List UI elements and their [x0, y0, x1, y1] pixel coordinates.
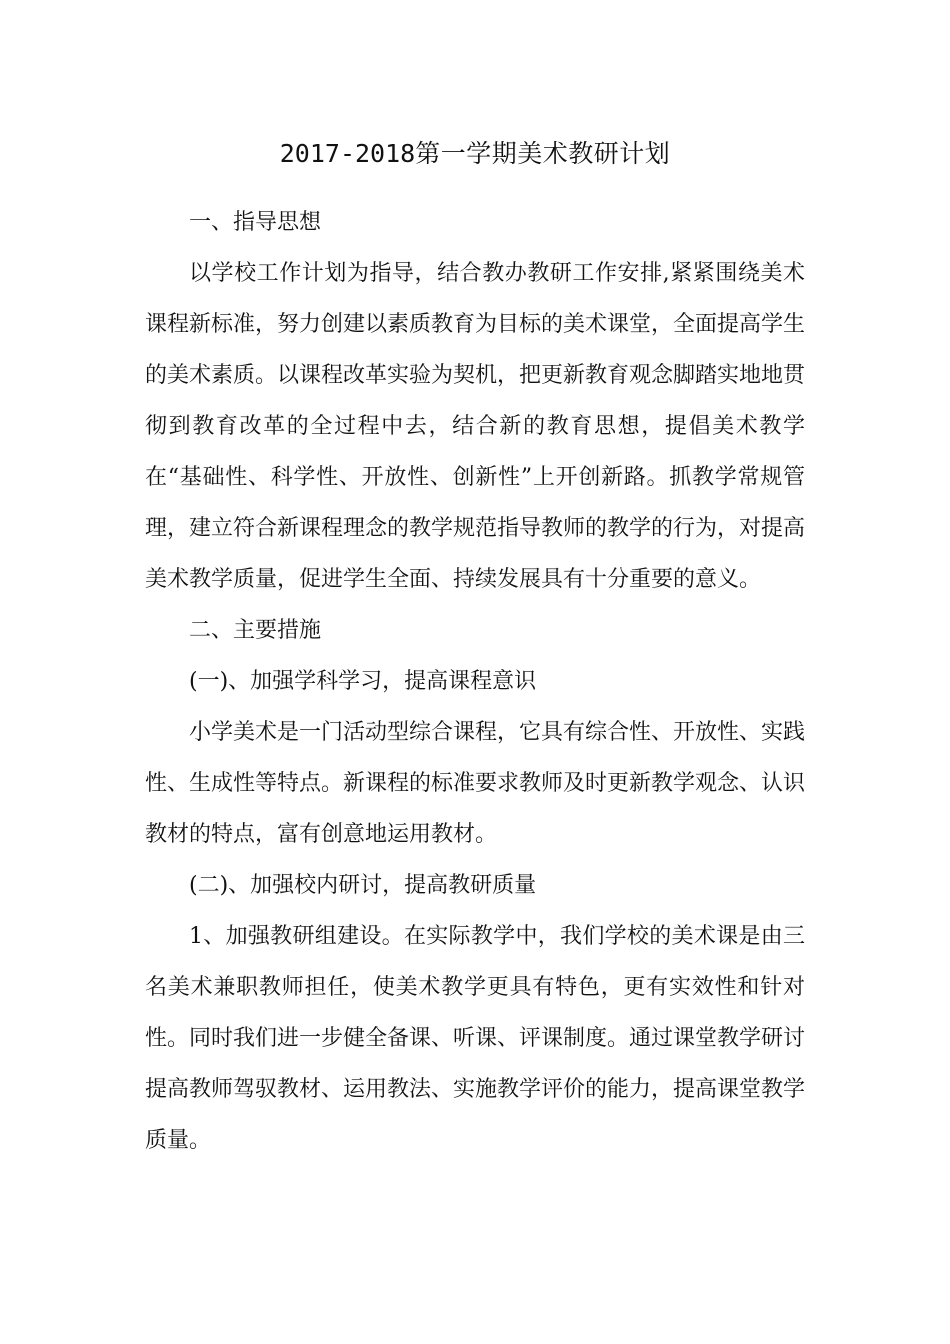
document-title: [0, 136, 950, 172]
title-year: 2017-2018: [279, 139, 416, 168]
section-heading-guiding-ideology: 一、指导思想: [189, 210, 322, 235]
document-body: [145, 197, 805, 1166]
subheading-school-research: (二)、加强校内研讨，提高教研质量: [189, 873, 537, 898]
section-heading-main-measures: 二、主要措施: [189, 618, 322, 643]
subheading-subject-study: (一)、加强学科学习，提高课程意识: [189, 669, 537, 694]
paragraph-research-group: 1、加强教研组建设。在实际教学中，我们学校的美术课是由三名美术兼职教师担任，使美术教学更具有特色，更有实效性和针对性。同时我们进一步健全备课、听课、评课制度。通过课堂教学研讨提高教师驾驭教材、运用教法、实施教学评价的能力，提高课堂教学质量。: [145, 924, 806, 1153]
title-text: 第一学期美术教研计划: [415, 139, 671, 168]
paragraph-subject-study: 小学美术是一门活动型综合课程，它具有综合性、开放性、实践性、生成性等特点。新课程的标准要求教师及时更新教学观念、认识教材的特点，富有创意地运用教材。: [145, 720, 806, 847]
paragraph-guiding-ideology: 以学校工作计划为指导，结合教办教研工作安排,紧紧围绕美术课程新标准，努力创建以素质教育为目标的美术课堂，全面提高学生的美术素质。以课程改革实验为契机，把更新教育观念脚踏实地地贯彻到教育改革的全过程中去，结合新的教育思想，提倡美术教学在“基础性、科学性、开放性、创新性”上开创新路。抓教学常规管理，建立符合新课程理念的教学规范指导教师的教学的行为，对提高美术教学质量，促进学生全面、持续发展具有十分重要的意义。: [145, 261, 806, 592]
